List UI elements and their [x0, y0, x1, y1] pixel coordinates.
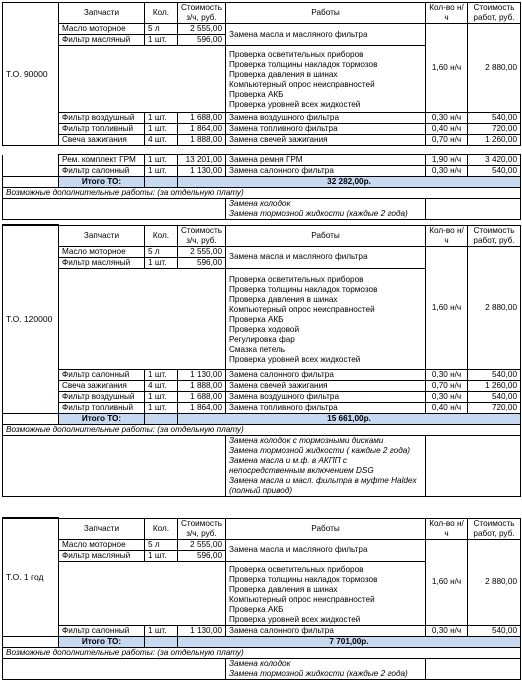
extra-work-item: непосредственным включением DSG [229, 465, 374, 475]
col-header-qty: Кол. [145, 3, 178, 24]
part-name: Фильтр масляный [59, 257, 145, 268]
main-work-cost: 2 880,00 [468, 539, 521, 625]
work-cost: 720,00 [468, 402, 521, 413]
part-name: Рем. комплект ГРМ [59, 155, 145, 166]
part-qty: 5 л [145, 24, 178, 35]
block-label: Т.О. 90000 [3, 3, 59, 146]
extra-empty [3, 658, 226, 679]
work-item: Замена салонного фильтра [226, 625, 426, 636]
parts-empty [59, 561, 226, 625]
part-cost: 2 555,00 [178, 539, 226, 550]
part-qty: 1 шт. [145, 625, 178, 636]
part-name: Фильтр масляный [59, 550, 145, 561]
work-item: Компьютерный опрос неисправностей [229, 80, 375, 89]
part-qty: 5 л [145, 246, 178, 257]
part-name: Фильтр салонный [59, 369, 145, 380]
part-name: Масло моторное [59, 24, 145, 35]
part-qty: 4 шт. [145, 380, 178, 391]
work-hours: 0,40 н/ч [426, 402, 468, 413]
extra-works-list [226, 658, 426, 679]
col-header-work-cost: Стоимость работ, руб. [468, 225, 521, 246]
total-spacer [3, 177, 59, 188]
part-name: Фильтр воздушный [59, 113, 145, 124]
work-item: Замена масла и масляного фильтра [226, 539, 426, 561]
work-item: Замена масла и масляного фильтра [226, 24, 426, 46]
work-item: Проверка АКБ [229, 90, 284, 99]
part-cost: 1 688,00 [178, 113, 226, 124]
work-checklist [226, 268, 426, 369]
total-blank [145, 177, 178, 188]
part-cost: 13 201,00 [178, 155, 226, 166]
work-item: Замена свечей зажигания [226, 135, 426, 146]
col-header-works: Работы [226, 3, 426, 24]
work-item: Замена воздушного фильтра [226, 113, 426, 124]
work-item: Замена ремня ГРМ [226, 155, 426, 166]
total-blank [145, 413, 178, 424]
part-name: Фильтр салонный [59, 166, 145, 177]
col-header-cost: Стоимость з/ч, руб. [178, 225, 226, 246]
part-cost: 2 555,00 [178, 24, 226, 35]
main-hours: 1,60 н/ч [426, 539, 468, 625]
work-item: Замена топливного фильтра [226, 124, 426, 135]
part-name: Масло моторное [59, 246, 145, 257]
work-item: Замена салонного фильтра [226, 166, 426, 177]
part-qty: 5 л [145, 539, 178, 550]
col-header-hours: Кол-во н/ч [426, 518, 468, 539]
part-cost: 2 555,00 [178, 246, 226, 257]
maintenance-block-120000 [2, 224, 521, 497]
maintenance-block-1-year [2, 517, 521, 680]
work-cost: 3 420,00 [468, 155, 521, 166]
col-header-works: Работы [226, 518, 426, 539]
part-qty: 1 шт. [145, 35, 178, 46]
work-item: Замена воздушного фильтра [226, 391, 426, 402]
work-item: Компьютерный опрос неисправностей [229, 305, 375, 314]
col-header-parts: Запчасти [59, 3, 145, 24]
total-label: Итого ТО: [59, 177, 145, 188]
extra-work-item: Замена тормозной жидкости (каждые 2 года) [229, 668, 408, 678]
part-cost: 1 688,00 [178, 391, 226, 402]
work-item: Проверка толщины накладок тормозов [229, 285, 378, 294]
work-item: Смазка петель [229, 345, 286, 354]
total-value: 7 701,00р. [178, 636, 521, 647]
part-qty: 1 шт. [145, 166, 178, 177]
work-item: Проверка осветительных приборов [229, 564, 364, 574]
col-header-parts: Запчасти [59, 518, 145, 539]
work-item: Замена салонного фильтра [226, 369, 426, 380]
total-blank [145, 636, 178, 647]
extra-empty [3, 199, 226, 220]
part-cost: 1 888,00 [178, 380, 226, 391]
work-checklist [226, 46, 426, 113]
work-item: Проверка уровней всех жидкостей [229, 355, 361, 364]
part-name: Свеча зажигания [59, 135, 145, 146]
part-cost: 596,00 [178, 257, 226, 268]
work-cost: 1 260,00 [468, 380, 521, 391]
extra-empty [426, 658, 521, 679]
parts-empty [59, 268, 226, 369]
work-hours: 0,70 н/ч [426, 135, 468, 146]
block-label-cont [3, 155, 59, 177]
total-label: Итого ТО: [59, 413, 145, 424]
part-name: Свеча зажигания [59, 380, 145, 391]
work-cost: 1 260,00 [468, 135, 521, 146]
part-qty: 1 шт. [145, 369, 178, 380]
extra-empty [426, 199, 521, 220]
col-header-hours: Кол-во н/ч [426, 3, 468, 24]
part-qty: 1 шт. [145, 155, 178, 166]
block-label: Т.О. 120000 [3, 225, 59, 413]
extra-work-item: Замена тормозной жидкости ( каждые 2 года) [229, 445, 411, 455]
work-item: Проверка АКБ [229, 604, 284, 614]
part-cost: 1 864,00 [178, 124, 226, 135]
part-qty: 1 шт. [145, 402, 178, 413]
work-item: Проверка давления в шинах [229, 295, 338, 304]
extra-works-label: Возможные дополнительные работы: (за отдельную плату) [3, 424, 521, 435]
part-qty: 4 шт. [145, 135, 178, 146]
col-header-hours: Кол-во н/ч [426, 225, 468, 246]
part-name: Фильтр топливный [59, 124, 145, 135]
total-label: Итого ТО: [59, 636, 145, 647]
work-cost: 540,00 [468, 166, 521, 177]
part-cost: 596,00 [178, 550, 226, 561]
extra-works-list [226, 199, 426, 220]
main-work-cost: 2 880,00 [468, 246, 521, 369]
col-header-qty: Кол. [145, 518, 178, 539]
extra-work-item: Замена колодок с тормозными дисками [229, 435, 384, 445]
col-header-cost: Стоимость з/ч, руб. [178, 3, 226, 24]
work-hours: 0,30 н/ч [426, 113, 468, 124]
part-name: Фильтр масляный [59, 35, 145, 46]
work-hours: 0,70 н/ч [426, 380, 468, 391]
extra-work-item: (полный привод) [229, 485, 293, 495]
work-hours: 0,30 н/ч [426, 391, 468, 402]
work-cost: 540,00 [468, 113, 521, 124]
extra-work-item: Замена масла и м.ф. в АКПП с [229, 455, 347, 465]
extra-works-label: Возможные дополнительные работы: (за отдельную плату) [3, 188, 521, 199]
work-item: Проверка уровней всех жидкостей [229, 614, 361, 624]
part-qty: 1 шт. [145, 550, 178, 561]
work-item: Проверка осветительных приборов [229, 275, 364, 284]
work-item: Проверка ходовой [229, 325, 300, 334]
part-name: Масло моторное [59, 539, 145, 550]
extra-works-list [226, 435, 426, 496]
work-hours: 0,30 н/ч [426, 369, 468, 380]
work-item: Проверка уровней всех жидкостей [229, 100, 361, 109]
work-item: Проверка давления в шинах [229, 584, 338, 594]
part-cost: 1 888,00 [178, 135, 226, 146]
extra-works-label: Возможные дополнительные работы: (за отдельную плату) [3, 647, 521, 658]
work-item: Проверка осветительных приборов [229, 50, 364, 59]
work-cost: 540,00 [468, 369, 521, 380]
part-qty: 1 шт. [145, 113, 178, 124]
col-header-work-cost: Стоимость работ, руб. [468, 3, 521, 24]
total-spacer [3, 636, 59, 647]
total-value: 15 661,00р. [178, 413, 521, 424]
block-label: Т.О. 1 год [3, 518, 59, 636]
part-cost: 1 130,00 [178, 369, 226, 380]
part-qty: 1 шт. [145, 391, 178, 402]
total-spacer [3, 413, 59, 424]
work-hours: 1,90 н/ч [426, 155, 468, 166]
part-cost: 1 130,00 [178, 166, 226, 177]
work-checklist [226, 561, 426, 625]
work-hours: 0,30 н/ч [426, 166, 468, 177]
work-hours: 0,30 н/ч [426, 625, 468, 636]
work-item: Проверка толщины накладок тормозов [229, 574, 378, 584]
part-cost: 596,00 [178, 35, 226, 46]
extra-empty [426, 435, 521, 496]
col-header-work-cost: Стоимость работ, руб. [468, 518, 521, 539]
part-name: Фильтр салонный [59, 625, 145, 636]
part-name: Фильтр топливный [59, 402, 145, 413]
maintenance-block-90000 [2, 2, 521, 146]
work-hours: 0,40 н/ч [426, 124, 468, 135]
work-item: Замена свечей зажигания [226, 380, 426, 391]
work-item: Замена масла и масляного фильтра [226, 246, 426, 268]
col-header-parts: Запчасти [59, 225, 145, 246]
part-cost: 1 864,00 [178, 402, 226, 413]
col-header-works: Работы [226, 225, 426, 246]
part-qty: 1 шт. [145, 124, 178, 135]
work-item: Проверка толщины накладок тормозов [229, 60, 378, 69]
extra-work-item: Замена колодок [229, 199, 291, 208]
parts-empty [59, 46, 226, 113]
part-cost: 1 130,00 [178, 625, 226, 636]
extra-work-item: Замена колодок [229, 658, 291, 668]
work-item: Регулировка фар [229, 335, 295, 344]
extra-work-item: Замена масла и масл. фильтра в муфте Haldex [229, 475, 417, 485]
work-cost: 540,00 [468, 625, 521, 636]
main-hours: 1,60 н/ч [426, 246, 468, 369]
extra-empty [3, 435, 226, 496]
work-cost: 720,00 [468, 124, 521, 135]
part-qty: 1 шт. [145, 257, 178, 268]
main-hours: 1,60 н/ч [426, 24, 468, 113]
work-item: Проверка давления в шинах [229, 70, 338, 79]
work-cost: 540,00 [468, 391, 521, 402]
work-item: Компьютерный опрос неисправностей [229, 594, 375, 604]
extra-work-item: Замена тормозной жидкости (каждые 2 года) [229, 209, 408, 218]
main-work-cost: 2 880,00 [468, 24, 521, 113]
part-name: Фильтр воздушный [59, 391, 145, 402]
col-header-qty: Кол. [145, 225, 178, 246]
work-item: Замена топливного фильтра [226, 402, 426, 413]
col-header-cost: Стоимость з/ч, руб. [178, 518, 226, 539]
maintenance-block-90000-cont [2, 154, 521, 220]
total-value: 32 282,00р. [178, 177, 521, 188]
work-item: Проверка АКБ [229, 315, 284, 324]
